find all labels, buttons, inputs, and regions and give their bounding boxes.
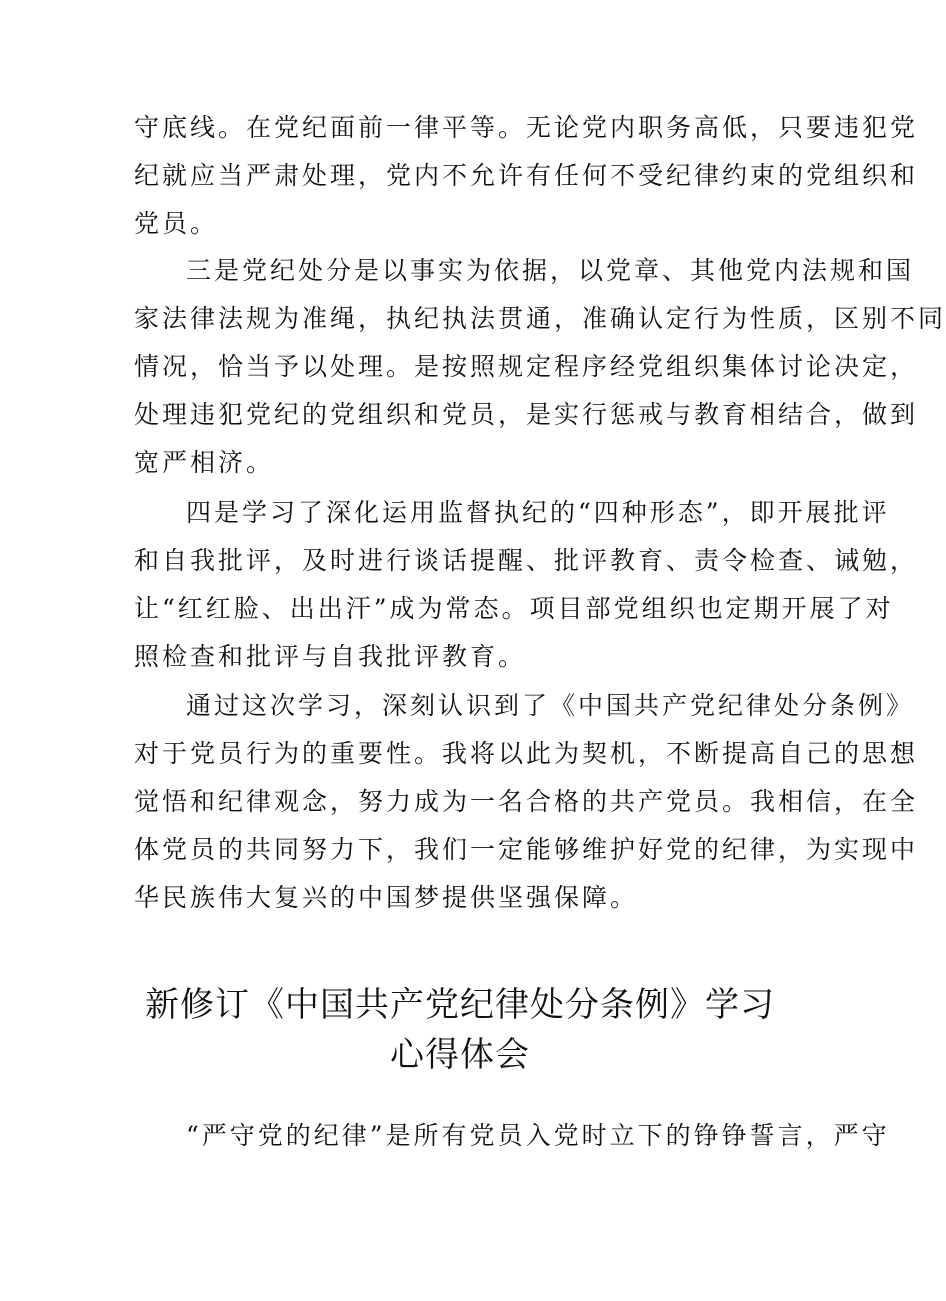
text-line: 宽严相济。 xyxy=(134,448,275,477)
text-line: 情况，恰当予以处理。是按照规定程序经党组织集体讨论决定， xyxy=(134,352,919,381)
section-title-line-1: 新修订《中国共产党纪律处分条例》学习 xyxy=(145,985,775,1025)
text-line: 处理违犯党纪的党组织和党员，是实行惩戒与教育相结合，做到 xyxy=(134,400,919,429)
text-line: 华民族伟大复兴的中国梦提供坚强保障。 xyxy=(134,883,639,912)
text-line: 守底线。在党纪面前一律平等。无论党内职务高低，只要违犯党 xyxy=(134,113,919,142)
text-line: 纪就应当严肃处理，党内不允许有任何不受纪律约束的党组织和 xyxy=(134,161,919,190)
section-title xyxy=(0,980,920,1080)
text-line: 四是学习了深化运用监督执纪的“四种形态”，即开展批评 xyxy=(186,498,890,527)
text-line: 和自我批评，及时进行谈话提醒、批评教育、责令检查、诫勉， xyxy=(134,546,919,575)
paragraph-4 xyxy=(134,682,919,922)
text-line: “严守党的纪律”是所有党员入党时立下的铮铮誓言，严守 xyxy=(186,1121,890,1150)
paragraph-3 xyxy=(134,489,919,681)
text-line: 照检查和批评与自我批评教育。 xyxy=(134,642,527,671)
text-line: 通过这次学习，深刻认识到了《中国共产党纪律处分条例》 xyxy=(186,691,915,720)
text-line: 体党员的共同努力下，我们一定能够维护好党的纪律，为实现中 xyxy=(134,835,919,864)
text-line: 对于党员行为的重要性。我将以此为契机，不断提高自己的思想 xyxy=(134,739,919,768)
text-line: 党员。 xyxy=(134,209,219,238)
paragraph-2 xyxy=(134,247,946,487)
text-line: 觉悟和纪律观念，努力成为一名合格的共产党员。我相信，在全 xyxy=(134,787,919,816)
text-line: 让“红红脸、出出汗”成为常态。项目部党组织也定期开展了对 xyxy=(134,594,894,623)
text-line: 三是党纪处分是以事实为依据，以党章、其他党内法规和国 xyxy=(186,256,915,285)
section-title-line-2: 心得体会 xyxy=(390,1035,530,1075)
text-line: 家法律法规为准绳，执纪执法贯通，准确认定行为性质，区别不同 xyxy=(134,304,946,333)
paragraph-1 xyxy=(134,104,919,248)
paragraph-5 xyxy=(134,1112,890,1160)
